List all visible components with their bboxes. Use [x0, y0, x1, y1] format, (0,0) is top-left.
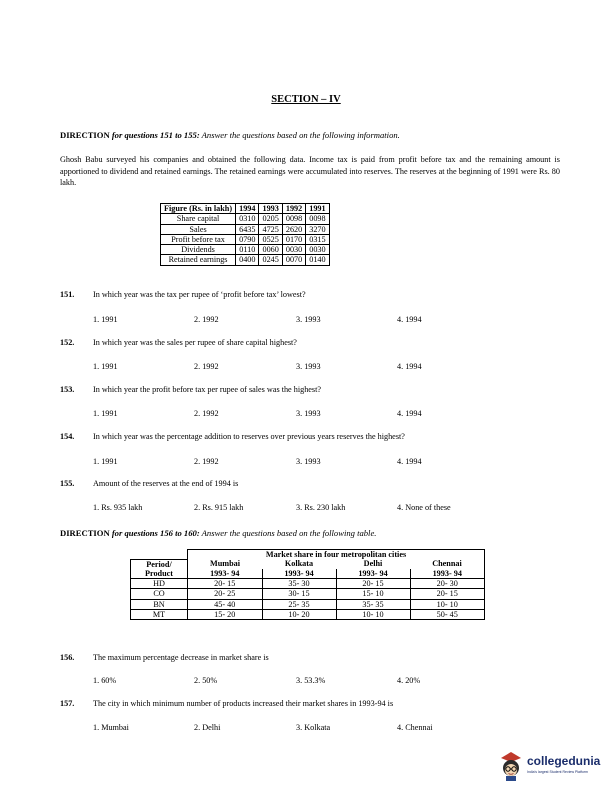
- options-151: [93, 315, 563, 327]
- table-cell: 0790: [236, 234, 259, 244]
- option[interactable]: 1. Rs. 935 lakh: [93, 503, 143, 512]
- table-row: [161, 255, 330, 265]
- table-header-cell: Chennai: [410, 559, 485, 569]
- table-row: [131, 609, 485, 619]
- table-cell: 20- 25: [188, 589, 263, 599]
- table-cell: 35- 30: [262, 579, 336, 589]
- option[interactable]: 3. Rs. 230 lakh: [296, 503, 346, 512]
- table-cell: 35- 35: [336, 599, 410, 609]
- option[interactable]: 4. 20%: [397, 676, 421, 685]
- question-number: 157.: [60, 699, 75, 708]
- table-header-cell: 1993- 94: [336, 569, 410, 579]
- option[interactable]: 1. 1991: [93, 315, 118, 324]
- question-number: 152.: [60, 338, 75, 347]
- question-text: In which year the profit before tax per rupee of sales was the highest?: [93, 385, 322, 394]
- table-cell: 6435: [236, 224, 259, 234]
- question-text: Amount of the reserves at the end of 1994 is: [93, 479, 239, 488]
- direction-label: DIRECTION: [60, 130, 110, 140]
- question-number: 151.: [60, 290, 75, 299]
- options-152: [93, 362, 563, 374]
- table-header-cell: Delhi: [363, 559, 383, 569]
- direction-text: Answer the questions based on the following table.: [199, 528, 377, 538]
- options-157: [93, 723, 563, 735]
- table-cell: 15- 10: [336, 589, 410, 599]
- table-cell: 4725: [259, 224, 282, 234]
- logo-brand: collegedunia: [527, 754, 601, 768]
- table-cell: 0525: [259, 234, 282, 244]
- options-153: [93, 409, 563, 421]
- table-cell: BN: [131, 599, 188, 609]
- table-header-cell: Product: [131, 569, 188, 579]
- options-155: [93, 503, 563, 515]
- table-cell: 0245: [259, 255, 282, 265]
- table-cell: 20- 15: [336, 579, 410, 589]
- question-number: 155.: [60, 479, 75, 488]
- table-cell: 20- 15: [188, 579, 263, 589]
- table-header-row: [131, 559, 485, 569]
- table-cell: 20- 30: [410, 579, 485, 589]
- collegedunia-logo: [497, 748, 607, 786]
- direction-range: for questions 151 to 155:: [109, 130, 200, 140]
- option[interactable]: 3. 1993: [296, 362, 321, 371]
- option[interactable]: 3. 1993: [296, 315, 321, 324]
- table-cell: 10- 10: [410, 599, 485, 609]
- table-cell: CO: [131, 589, 188, 599]
- table-cell: Sales: [161, 224, 236, 234]
- table-cell: Profit before tax: [161, 234, 236, 244]
- question-156: [60, 653, 269, 662]
- option[interactable]: 1. 1991: [93, 457, 118, 466]
- table-cell: 50- 45: [410, 609, 485, 619]
- option[interactable]: 2. 1992: [194, 457, 219, 466]
- option[interactable]: 2. Rs. 915 lakh: [194, 503, 244, 512]
- table-header-row: [161, 204, 330, 214]
- direction-2: [60, 528, 376, 538]
- table-cell: 20- 15: [410, 589, 485, 599]
- table-cell: 0110: [236, 245, 259, 255]
- question-155: [60, 479, 238, 488]
- table-cell: 2620: [282, 224, 305, 234]
- option[interactable]: 4. 1994: [397, 457, 422, 466]
- table-cell: HD: [131, 579, 188, 589]
- table-cell: 25- 35: [262, 599, 336, 609]
- option[interactable]: 4. 1994: [397, 409, 422, 418]
- table-cell: 0400: [236, 255, 259, 265]
- table-cell: 0205: [259, 214, 282, 224]
- question-number: 156.: [60, 653, 75, 662]
- table-cell: 0030: [306, 245, 329, 255]
- table-cell: 0315: [306, 234, 329, 244]
- option[interactable]: 3. 1993: [296, 457, 321, 466]
- table-row: [131, 589, 485, 599]
- table-blank-cell: [131, 550, 188, 560]
- table-header-cell: 1994: [236, 204, 259, 214]
- data-table-2: [130, 549, 485, 620]
- options-156: [93, 676, 563, 688]
- direction-range: for questions 156 to 160:: [109, 528, 200, 538]
- table-cell: 15- 20: [188, 609, 263, 619]
- mascot-icon: [497, 748, 525, 782]
- table-cell: 0098: [306, 214, 329, 224]
- question-153: [60, 385, 321, 394]
- options-154: [93, 457, 563, 469]
- table-cell: Share capital: [161, 214, 236, 224]
- table-header-cell: 1993: [259, 204, 282, 214]
- question-number: 154.: [60, 432, 75, 441]
- option[interactable]: 3. Kolkata: [296, 723, 331, 732]
- option[interactable]: 2. Delhi: [194, 723, 221, 732]
- question-text: The city in which minimum number of products increased their market shares in 1993-94 is: [93, 699, 394, 708]
- table-cell: MT: [131, 609, 188, 619]
- table-cell: 0070: [282, 255, 305, 265]
- option[interactable]: 4. None of these: [397, 503, 451, 512]
- option[interactable]: 2. 1992: [194, 315, 219, 324]
- option[interactable]: 3. 53.3%: [296, 676, 326, 685]
- table-cell: 0030: [282, 245, 305, 255]
- question-text: In which year was the percentage addition to reserves over previous years reserves the highest?: [93, 432, 405, 441]
- table-row: [161, 224, 330, 234]
- table-cell: 0140: [306, 255, 329, 265]
- table-row: [131, 579, 485, 589]
- table-title-row: [131, 550, 485, 560]
- question-text: In which year was the sales per rupee of share capital highest?: [93, 338, 297, 347]
- direction-1: [60, 130, 400, 140]
- table-header-row: [131, 569, 485, 579]
- option[interactable]: 2. 50%: [194, 676, 218, 685]
- table-row: [161, 214, 330, 224]
- table-cell: 0310: [236, 214, 259, 224]
- table-row: [161, 234, 330, 244]
- option[interactable]: 4. 1994: [397, 362, 422, 371]
- question-text: In which year was the tax per rupee of ‘profit before tax’ lowest?: [93, 290, 306, 299]
- option[interactable]: 1. Mumbai: [93, 723, 129, 732]
- table-cell: 10- 20: [262, 609, 336, 619]
- option[interactable]: 4. 1994: [397, 315, 422, 324]
- question-text: The maximum percentage decrease in market share is: [93, 653, 269, 662]
- table-row: [131, 599, 485, 609]
- table-header-cell: Figure (Rs. in lakh): [161, 204, 236, 214]
- table-cell: 0170: [282, 234, 305, 244]
- option[interactable]: 2. 1992: [194, 362, 219, 371]
- data-table-1: [160, 203, 330, 266]
- option[interactable]: 4. Chennai: [397, 723, 433, 732]
- table-cell: 0060: [259, 245, 282, 255]
- table-cell: 45- 40: [188, 599, 263, 609]
- table-header-cell: Period/: [131, 559, 188, 569]
- direction-label: DIRECTION: [60, 528, 110, 538]
- table-header-cell: 1993- 94: [262, 569, 336, 579]
- option[interactable]: 1. 60%: [93, 676, 117, 685]
- option[interactable]: 3. 1993: [296, 409, 321, 418]
- table-cell: 10- 10: [336, 609, 410, 619]
- logo-tagline: India's largest Student Review Platform: [527, 770, 588, 774]
- table-header-cell: Mumbai: [188, 559, 263, 569]
- table-header-cell: Kolkata: [284, 559, 314, 569]
- table-header-cell: 1991: [306, 204, 329, 214]
- table-title: Market share in four metropolitan cities: [188, 550, 485, 560]
- question-154: [60, 432, 405, 441]
- option[interactable]: 1. 1991: [93, 409, 118, 418]
- table-header-cell: 1992: [282, 204, 305, 214]
- option[interactable]: 1. 1991: [93, 362, 118, 371]
- table-header-cell: 1993- 94: [410, 569, 485, 579]
- section-title: SECTION – IV: [271, 94, 341, 105]
- table-cell: Retained earnings: [161, 255, 236, 265]
- question-152: [60, 338, 297, 347]
- question-number: 153.: [60, 385, 75, 394]
- table-header-cell: 1993- 94: [188, 569, 263, 579]
- table-cell: 30- 15: [262, 589, 336, 599]
- table-cell: 0098: [282, 214, 305, 224]
- table-cell: 3270: [306, 224, 329, 234]
- option[interactable]: 2. 1992: [194, 409, 219, 418]
- table-cell: Dividends: [161, 245, 236, 255]
- question-157: [60, 699, 393, 708]
- intro-paragraph: Ghosh Babu surveyed his companies and obtained the following data. Income tax is paid from profit before tax and the remaining amount is apportioned to dividend and retained earnings. The retained earnings were accumulated into reserves. The reserves at the beginning of 1991 were Rs. 80 lakh.: [60, 155, 560, 187]
- question-151: [60, 290, 306, 299]
- table-row: [161, 245, 330, 255]
- direction-text: Answer the questions based on the following information.: [199, 130, 400, 140]
